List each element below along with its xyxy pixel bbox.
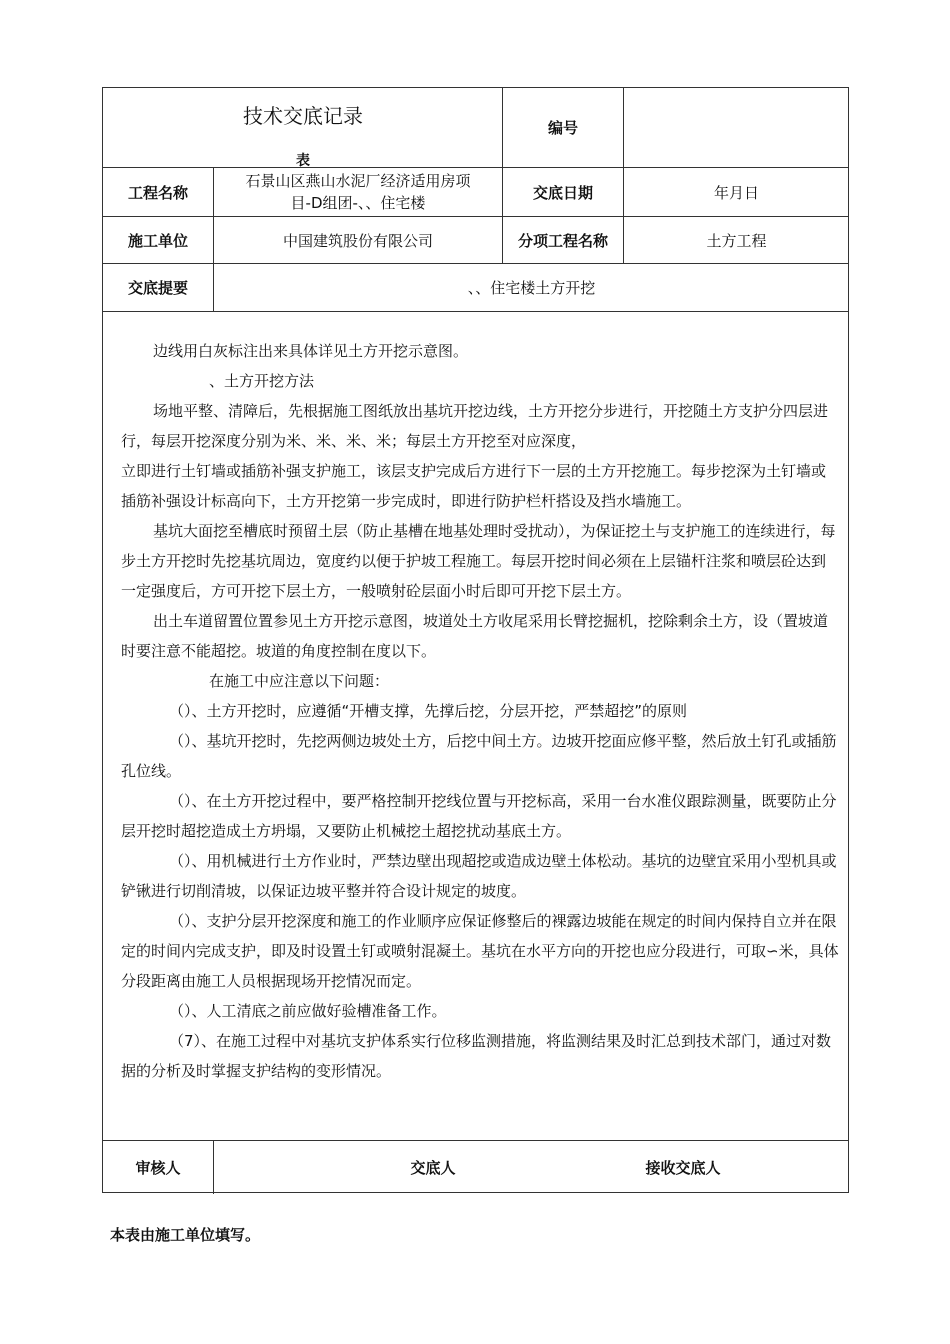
summary-label: 交底提要 (127, 279, 188, 297)
content-paragraph: 立即进行土钉墙或插筋补强支护施工，该层支护完成后方进行下一层的土方开挖施工。每步挖深为土钉墙或插筋补强设计标高向下，土方开挖第一步完成时，即进行防护栏杆搭设及挡水墙施工。 (121, 462, 827, 510)
disclosure-date-label: 交底日期 (532, 183, 593, 202)
content-item: （）、支护分层开挖深度和施工的作业顺序应保证修整后的裸露边坡能在规定的时间内保持自立并在限定的时间内完成支护，即及时设置土钉或喷射混凝土。基坑在水平方向的开挖也应分段进行，可取∽米，具体分段距离由施工人员根据现场开挖情况而定。 (121, 912, 839, 990)
content-item: （）、在土方开挖过程中，要严格控制开挖线位置与开挖标高，采用一台水准仪跟踪测量，既要防止分层开挖时超挖造成土方坍塌，又要防止机械挖土超挖扰动基底土方。 (121, 792, 837, 840)
content-item: （）、基坑开挖时，先挖两侧边坡处土方，后挖中间土方。边坡开挖面应修平整，然后放土钉孔或插筋孔位线。 (121, 732, 837, 780)
content-heading: 、土方开挖方法 (209, 372, 315, 390)
content-paragraph: 场地平整、清障后，先根据施工图纸放出基坑开挖边线，土方开挖分步进行，开挖随土方支护分四层进行，每层开挖深度分别为米、米、米、米；每层土方开挖至对应深度， (121, 402, 829, 450)
construction-unit-value: 中国建筑股份有限公司 (282, 231, 433, 250)
content-item: （）、土方开挖时，应遵循“开槽支撑，先撑后挖，分层开挖，严禁超挖”的原则 (169, 702, 688, 720)
number-value (624, 88, 849, 167)
construction-unit-label: 施工单位 (127, 231, 188, 250)
column-divider (213, 1140, 214, 1194)
content-paragraph: 出土车道留置位置参见土方开挖示意图，坡道处土方收尾采用长臂挖掘机，挖除剩余土方，设（置坡道时要注意不能超挖。坡道的角度控制在度以下。 (121, 612, 829, 660)
content-item: （）、用机械进行土方作业时，严禁边壁出现超挖或造成边壁土体松动。基坑的边壁宜采用小型机具或铲锹进行切削清坡，以保证边坡平整并符合设计规定的坡度。 (121, 852, 837, 900)
disclosure-content (121, 336, 840, 1086)
presenter-label: 交底人 (410, 1158, 456, 1177)
content-paragraph: 基坑大面挖至槽底时预留土层（防止基槽在地基处理时受扰动），为保证挖土与支护施工的连续进行，每步土方开挖时先挖基坑周边，宽度约以便于护坡工程施工。每层开挖时间必须在上层锚杆注浆和喷层砼达到一定强度后，方可开挖下层土方，一般喷射砼层面小时后即可开挖下层土方。 (121, 522, 836, 600)
project-name-line2: 目-D组团-、、住宅楼 (290, 194, 426, 212)
content-item: （）、人工清底之前应做好验槽准备工作。 (169, 1002, 447, 1020)
project-name-label: 工程名称 (127, 183, 188, 202)
row-divider (103, 311, 848, 312)
content-heading: 在施工中应注意以下问题： (209, 672, 390, 690)
receiver-label: 接收交底人 (645, 1158, 721, 1177)
summary-value: 、、住宅楼土方开挖 (467, 279, 596, 297)
reviewer-label: 审核人 (135, 1158, 181, 1177)
disclosure-record-form (102, 87, 849, 1193)
number-label: 编号 (547, 119, 578, 137)
sub-item-label: 分项工程名称 (517, 231, 608, 250)
sub-item-value: 土方工程 (706, 231, 767, 250)
form-footnote: 本表由施工单位填写。 (110, 1226, 261, 1244)
form-title: 技术交底记录 (243, 104, 363, 128)
content-item: （7）、在施工过程中对基坑支护体系实行位移监测措施，将监测结果及时汇总到技术部门，通过对数据的分析及时掌握支护结构的变形情况。 (121, 1032, 832, 1080)
content-paragraph: 边线用白灰标注出来具体详见土方开挖示意图。 (153, 342, 469, 360)
form-title-suffix: 表 (296, 153, 310, 169)
disclosure-date-value: 年月日 (713, 183, 759, 202)
project-name-value (214, 168, 502, 216)
project-name-line1: 石景山区燕山水泥厂经济适用房项 (245, 172, 471, 190)
